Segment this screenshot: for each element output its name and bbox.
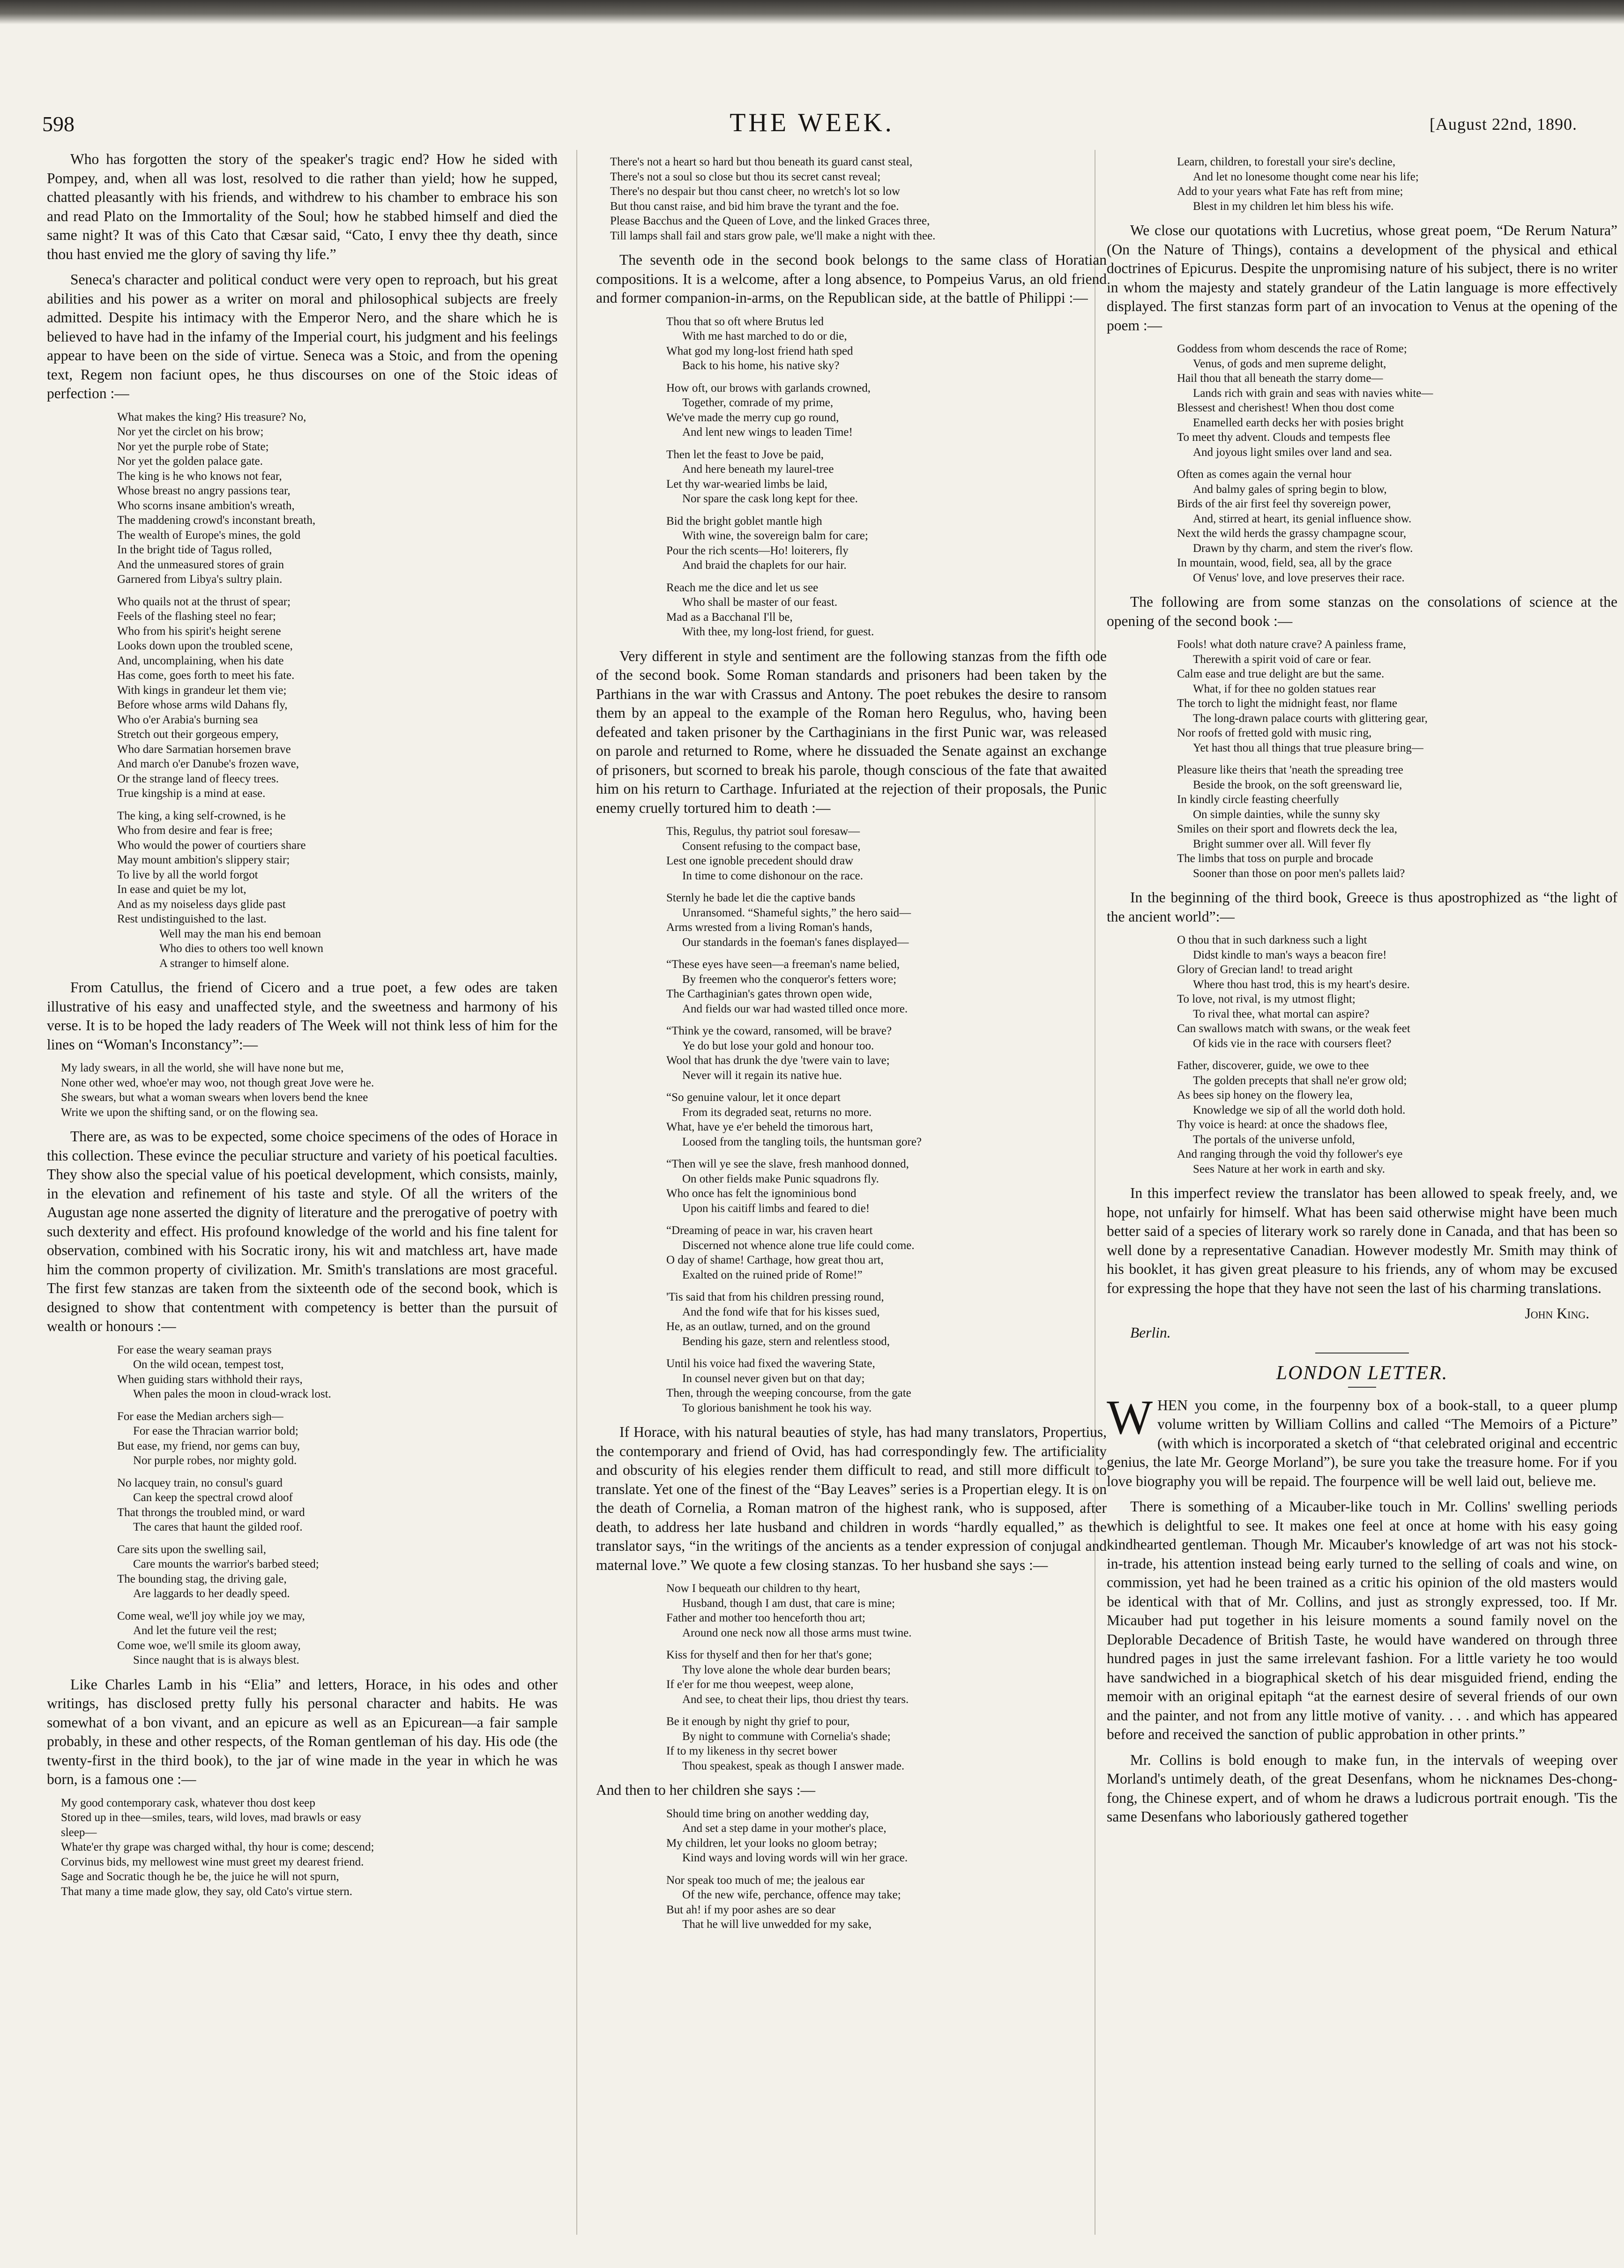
verse-line: Corvinus bids, my mellowest wine must greet my dearest friend.: [61, 1855, 364, 1868]
verse-block: [596, 1290, 1107, 1349]
verse-block: [596, 381, 1107, 440]
verse-line: Can swallows match with swans, or the weak feet: [1177, 1022, 1410, 1035]
verse-line: O day of shame! Carthage, how great thou art,: [666, 1254, 884, 1266]
paragraph: There is something of a Micauber-like touch in Mr. Collins' swelling periods which is delightful to see. It makes one feel at once at home with his easy going kindhearted gentleman. Though Mr. Micauber's knowledge of art was not his stock-in-trade, his attention instead being early turned to the selling of coals and wine, on commission, yet had he been trained as a critic his opinion of the old masters would be identical with that of Mr. Collins, and just as strongly expressed, too. If Mr. Micauber had put together in his leisure moments a sound family novel on the Deplorable Decadence of British Taste, he would have wandered on through three hundred pages in just the same irrelevant fashion. For a little variety he too would have sandwiched in a biographical sketch of his dear misguided friend, ending the memoir with an original epitaph “at the earnest desire of several friends of our own and the painter, and not from any little motive of vanity. . . . and which has appeared before and received the sanction of public approbation in other prints.”: [1107, 1498, 1617, 1742]
verse-block: [47, 1542, 558, 1601]
verse-line: Father and mother too henceforth thou art;: [666, 1612, 865, 1624]
verse-line: Who from desire and fear is free;: [117, 824, 273, 837]
verse-line: But thou canst raise, and bid him brave the tyrant and the foe.: [610, 200, 899, 213]
paragraph: If Horace, with his natural beauties of style, has had many translators, Propertius, the contemporary and friend of Ovid, has had correspondingly few. The artificiality and obscurity of his elegies render them difficult to read, and still more difficult to translate. Yet one of the finest of the “Bay Leaves” series is a Propertian elegy. It is on the death of Cornelia, a Roman matron of the highest rank, who is supposed, after death, to address her late husband and children in words “hardly equalled,” as the translator says, “in the writings of the ancients as a tender expression of conjugal and maternal love.” We quote a few closing stanzas. To her husband she says :—: [596, 1424, 1107, 1573]
column-3: [1107, 150, 1617, 2253]
verse-line: To live by all the world forgot: [117, 868, 258, 881]
heading-underline: [1348, 1387, 1376, 1388]
verse-line: Where thou hast trod, this is my heart's desire.: [1193, 978, 1410, 991]
verse-line: By night to commune with Cornelia's shade;: [682, 1730, 891, 1743]
verse-block: [47, 595, 558, 801]
dateline-place: Berlin.: [1130, 1324, 1171, 1341]
verse-line: Glory of Grecian land! to tread aright: [1177, 963, 1353, 976]
verse-line: To meet thy advent. Clouds and tempests flee: [1177, 431, 1391, 444]
verse-line: Nor roofs of fretted gold with music ring,: [1177, 727, 1372, 739]
paragraph: Seneca's character and political conduct were very open to reproach, but his great abilities and his power as a writer on moral and philosophical subjects are freely admitted. Despite his intimacy with the Emperor Nero, and the share which he is believed to have had in the infamy of the Imperial court, his judgment and his feelings appear to have been on the side of virtue. Seneca was a Stoic, and from the opening text, Regem non faciunt opes, he thus discourses on one of the Stoic ideas of perfection :—: [47, 271, 558, 402]
verse-line: If e'er for me thou weepest, weep alone,: [666, 1678, 854, 1691]
verse-line: True kingship is a mind at ease.: [117, 787, 266, 800]
verse-line: Rest undistinguished to the last.: [117, 913, 267, 925]
verse-block: [1107, 933, 1617, 1051]
verse-line: Who scorns insane ambition's wreath,: [117, 499, 295, 512]
verse-block: [1107, 342, 1617, 460]
verse-line: In counsel never given but on that day;: [682, 1372, 865, 1385]
verse-line: And the fond wife that for his kisses sued,: [682, 1305, 880, 1318]
verse-line: Care sits upon the swelling sail,: [117, 1543, 267, 1556]
verse-line: Didst kindle to man's ways a beacon fire!: [1193, 948, 1387, 961]
verse-line: Till lamps shall fail and stars grow pale, we'll make a night with thee.: [610, 229, 936, 242]
verse-block: [47, 1061, 558, 1120]
verse-line: Husband, though I am dust, that care is mine;: [682, 1597, 895, 1610]
verse-line: By freemen who the conqueror's fetters wore;: [682, 973, 897, 986]
verse-line: Nor yet the purple robe of State;: [117, 440, 269, 453]
verse-line: Who dare Sarmatian horsemen brave: [117, 743, 291, 756]
verse-block: [596, 1714, 1107, 1773]
verse-line: Of Venus' love, and love preserves their race.: [1193, 571, 1405, 584]
verse-line: The cares that haunt the gilded roof.: [133, 1521, 303, 1533]
verse-line: Sees Nature at her work in earth and sky.: [1193, 1162, 1386, 1175]
paragraph: And then to her children she says :—: [596, 1782, 816, 1798]
verse-line: Goddess from whom descends the race of Rome;: [1177, 342, 1407, 355]
verse-line: Come woe, we'll smile its gloom away,: [117, 1639, 301, 1652]
verse-line: Can keep the spectral crowd aloof: [133, 1491, 293, 1504]
verse-block: [1107, 637, 1617, 755]
verse-line: Write we upon the shifting sand, or on the flowing sea.: [61, 1106, 318, 1119]
verse-line: Thy love alone the whole dear burden bears;: [682, 1663, 891, 1676]
verse-line: The maddening crowd's inconstant breath,: [117, 514, 316, 527]
verse-line: My lady swears, in all the world, she will have none but me,: [61, 1062, 344, 1074]
verse-line: Who quails not at the thrust of spear;: [117, 595, 291, 608]
verse-line: Ye do but lose your gold and honour too.: [682, 1039, 874, 1052]
verse-block: [47, 1343, 558, 1402]
paragraph: Very different in style and sentiment are the following stanzas from the fifth ode of the second book. Some Roman standards and prisoners had been taken by the Parthians in the war with Crassus and Antony. The poet rebukes the desire to ransom them by an appeal to the example of the Roman hero Regulus, who, having been defeated and taken prisoner by the Carthaginians in the first Punic war, was released on parole and returned to Rome, where he dissuaded the Senate against an exchange of prisoners, but scorned to break his parole, though conscious of the fate that awaited him on his return to Carthage. Infuriated at the rejection of their proposals, the Punic enemy cruelly tortured him to death :—: [596, 647, 1107, 816]
verse-line: Learn, children, to forestall your sire's decline,: [1177, 156, 1396, 168]
author-signature: John King.: [1525, 1305, 1589, 1322]
verse-line: What, if for thee no golden statues rear: [1193, 682, 1376, 695]
paragraph: From Catullus, the friend of Cicero and a true poet, a few odes are taken illustrative of his easy and unaffected style, and the sweetness and harmony of his verse. It is to be hoped the lady readers of The Week will not think less of him for the lines on “Woman's Inconstancy”:—: [47, 979, 558, 1053]
verse-line: How oft, our brows with garlands crowned,: [666, 381, 871, 394]
verse-line: Knowledge we sip of all the world doth hold.: [1193, 1103, 1406, 1116]
verse-line: Never will it regain its native hue.: [682, 1069, 842, 1082]
verse-line: And let no lonesome thought come near his life;: [1193, 170, 1419, 183]
verse-line: In the bright tide of Tagus rolled,: [117, 543, 272, 556]
verse-line: And, uncomplaining, when his date: [117, 654, 284, 667]
verse-line: Whate'er thy grape was charged withal, thy hour is come; descend;: [61, 1841, 374, 1853]
verse-line: The wealth of Europe's mines, the gold: [117, 528, 301, 542]
verse-line: Together, comrade of my prime,: [682, 396, 834, 409]
verse-block: [596, 1807, 1107, 1866]
verse-block: [47, 809, 558, 971]
verse-line: Has come, goes forth to meet his fate.: [117, 669, 295, 682]
verse-block: [1107, 467, 1617, 585]
page-number: 598: [42, 112, 74, 136]
verse-line: Around one neck now all those arms must twine.: [682, 1626, 912, 1639]
verse-line: “So genuine valour, let it once depart: [666, 1091, 841, 1104]
verse-line: Wool that has drunk the dye 'twere vain to lave;: [666, 1054, 890, 1067]
verse-block: [596, 514, 1107, 573]
verse-line: On simple dainties, while the sunny sky: [1193, 808, 1380, 821]
verse-line: Then, through the weeping concourse, from the gate: [666, 1387, 911, 1399]
verse-line: Loosed from the tangling toils, the huntsman gore?: [682, 1135, 922, 1148]
verse-line: Arms wrested from a living Roman's hands,: [666, 921, 872, 934]
verse-line: sleep—: [61, 1826, 97, 1839]
verse-line: The limbs that toss on purple and brocade: [1177, 852, 1373, 865]
verse-line: A stranger to himself alone.: [159, 957, 290, 970]
verse-line: Hail thou that all beneath the starry dome—: [1177, 372, 1383, 385]
verse-line: Father, discoverer, guide, we owe to thee: [1177, 1059, 1369, 1072]
verse-line: With wine, the sovereign balm for care;: [682, 529, 868, 542]
verse-block: [47, 1796, 558, 1899]
verse-block: [596, 824, 1107, 883]
verse-block: [1107, 155, 1617, 214]
verse-line: No lacquey train, no consul's guard: [117, 1476, 283, 1489]
verse-line: None other wed, whoe'er may woo, not though great Jove were he.: [61, 1076, 374, 1089]
verse-line: Unransomed. “Shameful sights,” the hero said—: [682, 906, 911, 919]
verse-block: [596, 1648, 1107, 1707]
column-2: [596, 150, 1107, 2253]
verse-line: Lands rich with grain and seas with navies white—: [1193, 387, 1433, 400]
verse-line: In mountain, wood, field, sea, all by the grace: [1177, 557, 1392, 569]
verse-line: But ease, my friend, nor gems can buy,: [117, 1439, 300, 1452]
verse-line: We've made the merry cup go round,: [666, 411, 839, 424]
paragraph: The following are from some stanzas on the consolations of science at the opening of the second book :—: [1107, 594, 1617, 629]
verse-line: Then let the feast to Jove be paid,: [666, 448, 824, 461]
verse-line: On other fields make Punic squadrons fly.: [682, 1172, 879, 1185]
verse-line: Well may the man his end bemoan: [159, 927, 321, 940]
verse-block: [596, 957, 1107, 1016]
verse-line: Discerned not whence alone true life could come.: [682, 1239, 915, 1252]
verse-line: Sternly he bade let die the captive bands: [666, 892, 856, 904]
verse-line: On the wild ocean, tempest tost,: [133, 1358, 284, 1371]
verse-line: Nor speak too much of me; the jealous ear: [666, 1874, 865, 1887]
verse-line: Now I bequeath our children to thy heart,: [666, 1582, 860, 1595]
verse-line: For ease the Thracian warrior bold;: [133, 1425, 298, 1437]
verse-line: What, have ye e'er beheld the timorous hart,: [666, 1121, 873, 1133]
verse-line: Our standards in the foeman's fanes displayed—: [682, 936, 909, 949]
verse-line: Before whose arms wild Dahans fly,: [117, 699, 288, 711]
verse-line: And joyous light smiles over land and sea.: [1193, 446, 1392, 459]
verse-block: [1107, 763, 1617, 881]
verse-line: Of kids vie in the race with coursers fleet?: [1193, 1037, 1392, 1050]
verse-line: Pleasure like theirs that 'neath the spreading tree: [1177, 764, 1403, 776]
verse-line: My good contemporary cask, whatever thou dost keep: [61, 1796, 315, 1809]
verse-block: [596, 1090, 1107, 1149]
verse-line: Be it enough by night thy grief to pour,: [666, 1715, 850, 1728]
verse-block: [596, 1024, 1107, 1083]
verse-line: Until his voice had fixed the wavering State,: [666, 1357, 875, 1370]
paragraph: In this imperfect review the translator has been allowed to speak freely, and, we hope, not unfairly for himself. What has been said otherwise might have been much better said of a species of literary work so rarely done in Canada, and that has been so well done by a representative Canadian. However modestly Mr. Smith may think of his booklet, it has given great pleasure to his friends, any of whom may be excused for expressing the hope that they have not seen the last of his charming translations.: [1107, 1185, 1617, 1296]
verse-line: Next the wild herds the grassy champagne scour,: [1177, 527, 1407, 540]
verse-line: There's not a soul so close but thou its secret canst reveal;: [610, 170, 881, 183]
verse-line: Sooner than those on poor men's pallets laid?: [1193, 867, 1405, 880]
verse-block: [596, 1356, 1107, 1415]
verse-line: Who would the power of courtiers share: [117, 839, 306, 852]
verse-line: Nor purple robes, nor mighty gold.: [133, 1454, 297, 1467]
verse-line: Add to your years what Fate has reft from mine;: [1177, 185, 1403, 198]
paragraph: Like Charles Lamb in his “Elia” and letters, Horace, in his odes and other writings, has disclosed pretty fully his personal character and habits. He was somewhat of a bon vivant, and an epicure as well as an Epicurean—a fair sample probably, in these and other respects, of the Roman gentleman of his day. His ode (the twenty-first in the third book), to the jar of wine made in the year in which he was born, is a famous one :—: [47, 1676, 558, 1787]
verse-block: [47, 1476, 558, 1535]
verse-line: Let thy war-wearied limbs be laid,: [666, 477, 827, 491]
verse-line: “Think ye the coward, ransomed, will be brave?: [666, 1025, 892, 1037]
verse-block: [1107, 1058, 1617, 1176]
verse-line: Blest in my children let him bless his wife.: [1193, 200, 1394, 213]
verse-line: Often as comes again the vernal hour: [1177, 468, 1352, 481]
verse-line: “These eyes have seen—a freeman's name belied,: [666, 958, 900, 971]
page-header: [19, 108, 1605, 145]
verse-line: Mad as a Bacchanal I'll be,: [666, 610, 793, 624]
verse-line: Enamelled earth decks her with posies bright: [1193, 416, 1404, 429]
verse-line: The king, a king self-crowned, is he: [117, 809, 286, 822]
verse-line: Are laggards to her deadly speed.: [133, 1587, 290, 1600]
verse-line: There's no despair but thou canst cheer, no wretch's lot so low: [610, 185, 900, 198]
paragraph: There are, as was to be expected, some choice specimens of the odes of Horace in this collection. These evince the peculiar structure and variety of his poetical faculties. They show also the special value of his poetical development, which consists, mainly, in the elevation and refinement of his taste and style. Of all the writers of the Augustan age none asserted the dignity of literature and the prerogative of poetry with such dexterity and effect. His profound knowledge of the world and his fine talent for observation, combined with his Socratic irony, his wit and matchless art, have made him the common property of civilization. Mr. Smith's translations are most graceful. The first few stanzas are taken from the sixteenth ode of the second book, which is designed to show that contentment with competency is better than the pursuit of wealth or honours :—: [47, 1128, 558, 1334]
verse-line: With me hast marched to do or die,: [682, 330, 847, 342]
verse-line: Bid the bright goblet mantle high: [666, 514, 822, 528]
verse-line: Looks down upon the troubled scene,: [117, 640, 293, 652]
verse-line: My children, let your looks no gloom betray;: [666, 1837, 877, 1850]
verse-line: The torch to light the midnight feast, nor flame: [1177, 697, 1398, 710]
verse-line: Kind ways and loving words will win her grace.: [682, 1852, 908, 1864]
verse-line: Please Bacchus and the Queen of Love, and the linked Graces three,: [610, 215, 930, 227]
verse-line: The king is he who knows not fear,: [117, 469, 282, 483]
verse-line: And set a step dame in your mother's place,: [682, 1822, 886, 1835]
verse-line: The bounding stag, the driving gale,: [117, 1572, 287, 1585]
verse-line: Or the strange land of fleecy trees.: [117, 772, 279, 785]
verse-block: [596, 1581, 1107, 1640]
verse-line: In ease and quiet be my lot,: [117, 883, 246, 896]
paragraph-text: HEN you come, in the fourpenny box of a book-stall, to a queer plump volume written by William Collins and called “The Memoirs of a Picture” (with which is incorporated a sketch of “that celebrated original and eccentric genius, the late Mr. George Morland”), be sure you take the treasure home. For if you love biography you will be repaid. The fourpence will be well laid out, believe me.: [1107, 1397, 1617, 1489]
verse-block: [596, 1873, 1107, 1932]
verse-line: When pales the moon in cloud-wrack lost.: [133, 1388, 331, 1400]
verse-line: Come weal, we'll joy while joy we may,: [117, 1609, 305, 1622]
newspaper-page: [19, 33, 1617, 2263]
verse-line: Lest one ignoble precedent should draw: [666, 855, 854, 867]
verse-line: He, as an outlaw, turned, and on the ground: [666, 1320, 871, 1333]
verse-line: The Carthaginian's gates thrown open wide,: [666, 988, 872, 1000]
verse-line: Care mounts the warrior's barbed steed;: [133, 1558, 319, 1570]
verse-line: With thee, my long-lost friend, for guest.: [682, 625, 874, 638]
verse-line: Since naught that is is always blest.: [133, 1654, 299, 1666]
verse-line: That throngs the troubled mind, or ward: [117, 1506, 305, 1519]
verse-line: Nor yet the circlet on his brow;: [117, 425, 264, 438]
verse-line: When guiding stars withhold their rays,: [117, 1373, 303, 1386]
verse-line: Garnered from Libya's sultry plain.: [117, 573, 283, 586]
verse-line: From its degraded seat, returns no more.: [682, 1106, 872, 1119]
verse-line: Stored up in thee—smiles, tears, wild loves, mad brawls or easy: [61, 1811, 361, 1824]
verse-line: To love, not rival, is my utmost flight;: [1177, 993, 1356, 1005]
column-1: [47, 150, 558, 2253]
verse-line: For ease the weary seaman prays: [117, 1343, 272, 1356]
verse-line: Nor spare the cask long kept for thee.: [682, 492, 858, 505]
masthead-title: THE WEEK.: [730, 108, 894, 137]
verse-line: And ranging through the void thy follower's eye: [1177, 1148, 1403, 1160]
verse-line: Yet hast thou all things that true pleasure bring—: [1193, 741, 1423, 754]
verse-line: In time to come dishonour on the race.: [682, 869, 863, 882]
verse-line: Fools! what doth nature crave? A painless frame,: [1177, 638, 1406, 651]
verse-line: As bees sip honey on the flowery lea,: [1177, 1089, 1353, 1101]
verse-line: Bending his gaze, stern and relentless stood,: [682, 1335, 890, 1348]
verse-line: Who once has felt the ignominious bond: [666, 1187, 857, 1200]
verse-line: “Dreaming of peace in war, his craven heart: [666, 1224, 873, 1237]
verse-line: And the unmeasured stores of grain: [117, 558, 284, 571]
verse-line: This, Regulus, thy patriot soul foresaw—: [666, 825, 860, 838]
verse-line: The portals of the universe unfold,: [1193, 1133, 1355, 1146]
verse-line: Who from his spirit's height serene: [117, 625, 281, 638]
verse-block: [596, 314, 1107, 373]
verse-line: The golden precepts that shall ne'er grow old;: [1193, 1074, 1407, 1087]
verse-line: The long-drawn palace courts with glittering gear,: [1193, 712, 1428, 725]
verse-line: With kings in grandeur let them vie;: [117, 684, 287, 697]
verse-line: Feels of the flashing steel no fear;: [117, 610, 276, 623]
verse-block: [47, 1609, 558, 1668]
verse-line: And fields our war had wasted tilled once more.: [682, 1002, 908, 1015]
verse-block: [596, 1157, 1107, 1216]
verse-block: [596, 155, 1107, 243]
verse-line: But ah! if my poor ashes are so dear: [666, 1903, 835, 1916]
verse-line: Kiss for thyself and then for her that's gone;: [666, 1649, 872, 1661]
paragraph: Mr. Collins is bold enough to make fun, in the intervals of weeping over Morland's untimely death, of the great Desenfans, whom he nicknames Des-chong-fong, the Chinese expert, and of whom he draws a ludicrous portrait enough. 'Tis the same Desenfans who laboriously gathered together: [1107, 1751, 1617, 1825]
verse-line: And braid the chaplets for our hair.: [682, 559, 847, 572]
verse-line: O thou that in such darkness such a light: [1177, 934, 1367, 946]
verse-line: 'Tis said that from his children pressing round,: [666, 1291, 884, 1303]
verse-line: And lent new wings to leaden Time!: [682, 426, 853, 439]
verse-line: Whose breast no angry passions tear,: [117, 484, 291, 497]
verse-line: Stretch out their gorgeous empery,: [117, 728, 279, 741]
verse-line: And balmy gales of spring begin to blow,: [1193, 483, 1387, 496]
verse-line: Upon his caitiff limbs and feared to die!: [682, 1202, 870, 1215]
verse-line: And here beneath my laurel-tree: [682, 463, 834, 476]
verse-line: She swears, but what a woman swears when lovers bend the knee: [61, 1091, 368, 1104]
verse-line: Nor yet the golden palace gate.: [117, 455, 263, 468]
verse-line: Drawn by thy charm, and stem the river's flow.: [1193, 542, 1413, 555]
verse-line: Who dies to others too well known: [159, 942, 323, 955]
verse-line: Exalted on the ruined pride of Rome!”: [682, 1268, 863, 1281]
issue-date: [August 22nd, 1890.: [1430, 115, 1577, 134]
verse-line: Pour the rich scents—Ho! loiterers, fly: [666, 544, 849, 557]
verse-block: [596, 447, 1107, 506]
verse-line: Thy voice is heard: at once the shadows flee,: [1177, 1118, 1388, 1131]
verse-line: What makes the king? His treasure? No,: [117, 410, 306, 424]
verse-line: In kindly circle feasting cheerfully: [1177, 793, 1339, 806]
verse-block: [596, 891, 1107, 950]
verse-line: “Then will ye see the slave, fresh manhood donned,: [666, 1158, 909, 1170]
verse-line: Bright summer over all. Will fever fly: [1193, 837, 1371, 850]
verse-line: And, stirred at heart, its genial influence show.: [1193, 512, 1412, 525]
verse-line: Beside the brook, on the soft greensward lie,: [1193, 778, 1402, 791]
verse-line: Of the new wife, perchance, offence may take;: [682, 1889, 901, 1901]
section-heading: LONDON LETTER.: [1276, 1362, 1448, 1384]
column-rule-1: [576, 150, 577, 2235]
verse-line: To rival thee, what mortal can aspire?: [1193, 1007, 1370, 1020]
verse-line: And let the future veil the rest;: [133, 1624, 277, 1637]
verse-line: Thou that so oft where Brutus led: [666, 315, 824, 328]
verse-line: Who shall be master of our feast.: [682, 596, 838, 609]
verse-line: Smiles on their sport and flowrets deck the lea,: [1177, 823, 1398, 835]
drop-cap: W: [1107, 1390, 1153, 1444]
verse-line: Back to his home, his native sky?: [682, 359, 840, 372]
verse-block: [596, 580, 1107, 640]
verse-line: If to my likeness in thy secret bower: [666, 1745, 837, 1757]
verse-line: Birds of the air first feel thy sovereign power,: [1177, 498, 1391, 510]
verse-line: May mount ambition's slippery stair;: [117, 854, 290, 866]
verse-line: Who o'er Arabia's burning sea: [117, 713, 258, 726]
verse-block: [47, 410, 558, 587]
paragraph: The seventh ode in the second book belongs to the same class of Horatian compositions. It is a welcome, after a long absence, to Pompeius Varus, an old friend and former companion-in-arms, on the Republican side, at the battle of Philippi :—: [596, 252, 1107, 306]
verse-line: That he will live unwedded for my sake,: [682, 1918, 872, 1931]
verse-line: Venus, of gods and men supreme delight,: [1193, 357, 1386, 370]
verse-line: And see, to cheat their lips, thou driest thy tears.: [682, 1693, 909, 1706]
verse-line: And march o'er Danube's frozen wave,: [117, 758, 299, 770]
paragraph: In the beginning of the third book, Greece is thus apostrophized as “the light of the ancient world”:—: [1107, 889, 1617, 925]
verse-line: Therewith a spirit void of care or fear.: [1193, 653, 1371, 666]
verse-line: Sage and Socratic though he be, the juice he will not spurn,: [61, 1870, 339, 1883]
paragraph: Who has forgotten the story of the speaker's tragic end? How he sided with Pompey, and, when all was lost, resolved to die rather than yield; how he supped, chatted pleasantly with his friends, and withdrew to his chamber to embrace his son and read Plato on the Immortality of the Soul; how he stabbed himself and died the same night? It was of this Cato that Cæsar said, “Cato, I envy thee thy death, since thou hast envied me the glory of saving thy life.”: [47, 151, 558, 262]
scan-top-edge: [0, 0, 1624, 24]
verse-line: Thou speakest, speak as though I answer made.: [682, 1759, 905, 1772]
verse-line: Blessest and cherishest! When thou dost come: [1177, 402, 1394, 414]
verse-line: What god my long-lost friend hath sped: [666, 344, 853, 357]
verse-line: That many a time made glow, they say, old Cato's virtue stern.: [61, 1885, 352, 1898]
verse-line: Consent refusing to the compact base,: [682, 840, 861, 853]
verse-block: [596, 1223, 1107, 1282]
verse-line: To glorious banishment he took his way.: [682, 1401, 872, 1414]
verse-line: There's not a heart so hard but thou beneath its guard canst steal,: [610, 156, 913, 168]
verse-line: For ease the Median archers sigh—: [117, 1410, 283, 1423]
verse-line: Reach me the dice and let us see: [666, 581, 819, 594]
verse-line: And as my noiseless days glide past: [117, 898, 286, 911]
verse-line: Should time bring on another wedding day,: [666, 1807, 869, 1820]
verse-line: Calm ease and true delight are but the same.: [1177, 668, 1385, 680]
verse-block: [47, 1409, 558, 1468]
paragraph: We close our quotations with Lucretius, whose great poem, “De Rerum Natura” (On the Nature of Things), contains a development of the physical and ethical doctrines of Epicurus. Despite the unpromising nature of his subject, there is no writer in whom the majesty and stately grandeur of the Latin language is more effectively displayed. The first stanzas form part of an invocation to Venus at the opening of the poem :—: [1107, 222, 1617, 334]
paragraph: [1107, 1390, 1617, 1491]
